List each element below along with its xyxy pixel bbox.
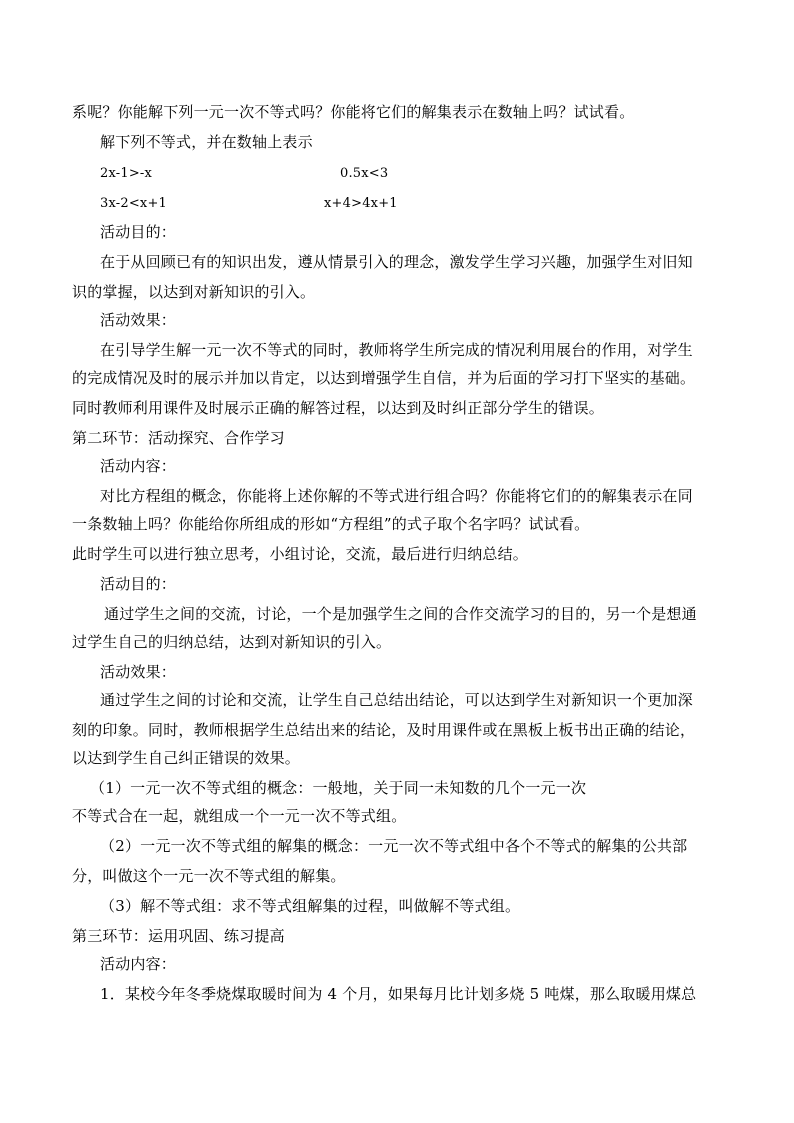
paragraph-line: 系呢？你能解下列一元一次不等式吗？你能将它们的解集表示在数轴上吗？试试看。 (72, 103, 635, 121)
paragraph-line: 过学生自己的归纳总结，达到对新知识的引入。 (72, 633, 392, 651)
definition-line: （1）一元一次不等式组的概念：一般地，关于同一未知数的几个一元一次 (90, 779, 587, 797)
activity-heading: 活动效果： (100, 663, 177, 681)
paragraph-line: 对比方程组的概念，你能将上述你解的不等式进行组合吗？你能将它们的的解集表示在同 (100, 487, 693, 505)
definition-line: 分，叫做这个一元一次不等式组的解集。 (72, 867, 346, 885)
inequality-expression: 3x-2<x+1 (100, 196, 168, 211)
activity-heading: 活动效果： (100, 311, 177, 329)
definition-line: （2）一元一次不等式组的解集的概念：一元一次不等式组中各个不等式的解集的公共部 (100, 837, 688, 855)
paragraph-line: 在于从回顾已有的知识出发，遵从情景引入的理念，激发学生学习兴趣，加强学生对旧知 (100, 253, 693, 271)
activity-heading: 活动内容： (100, 457, 177, 475)
inequality-expression: 0.5x<3 (340, 166, 389, 181)
paragraph-line: 以达到学生自己纠正错误的效果。 (72, 749, 301, 767)
activity-heading: 活动目的： (100, 223, 177, 241)
activity-heading: 活动目的： (100, 575, 177, 593)
paragraph-line: 的完成情况及时的展示并加以肯定，以达到增强学生自信，并为后面的学习打下坚实的基础。 (72, 369, 696, 387)
definition-line: （3）解不等式组：求不等式组解集的过程，叫做解不等式组。 (100, 897, 521, 915)
paragraph-line: 在引导学生解一元一次不等式的同时，教师将学生所完成的情况利用展台的作用，对学生 (100, 341, 693, 359)
exercise-line: 1．某校今年冬季烧煤取暖时间为 4 个月，如果每月比计划多烧 5 吨煤，那么取暖用煤总 (100, 985, 697, 1003)
paragraph-line: 通过学生之间的交流，讨论，一个是加强学生之间的合作交流学习的目的，另一个是想通 (104, 605, 697, 623)
paragraph-line: 同时教师利用课件及时展示正确的解答过程，以达到及时纠正部分学生的错误。 (72, 399, 605, 417)
paragraph-line: 识的掌握，以达到对新知识的引入。 (72, 283, 316, 301)
section-heading: 第二环节：活动探究、合作学习 (72, 429, 285, 447)
activity-heading: 活动内容： (100, 955, 177, 973)
inequality-expression: 2x-1>-x (100, 166, 153, 181)
paragraph-line: 此时学生可以进行独立思考，小组讨论，交流，最后进行归纳总结。 (72, 545, 529, 563)
inequality-expression: x+4>4x+1 (324, 196, 398, 211)
paragraph-line: 通过学生之间的讨论和交流，让学生自己总结出结论，可以达到学生对新知识一个更加深 (100, 691, 693, 709)
paragraph-line: 一条数轴上吗？你能给你所组成的形如“方程组”的式子取个名字吗？试试看。 (72, 515, 590, 533)
section-heading: 第三环节：运用巩固、练习提高 (72, 927, 285, 945)
definition-line: 不等式合在一起，就组成一个一元一次不等式组。 (72, 807, 407, 825)
paragraph-line: 解下列不等式，并在数轴上表示 (100, 133, 313, 151)
paragraph-line: 刻的印象。同时，教师根据学生总结出来的结论，及时用课件或在黑板上板书出正确的结论， (72, 721, 696, 739)
